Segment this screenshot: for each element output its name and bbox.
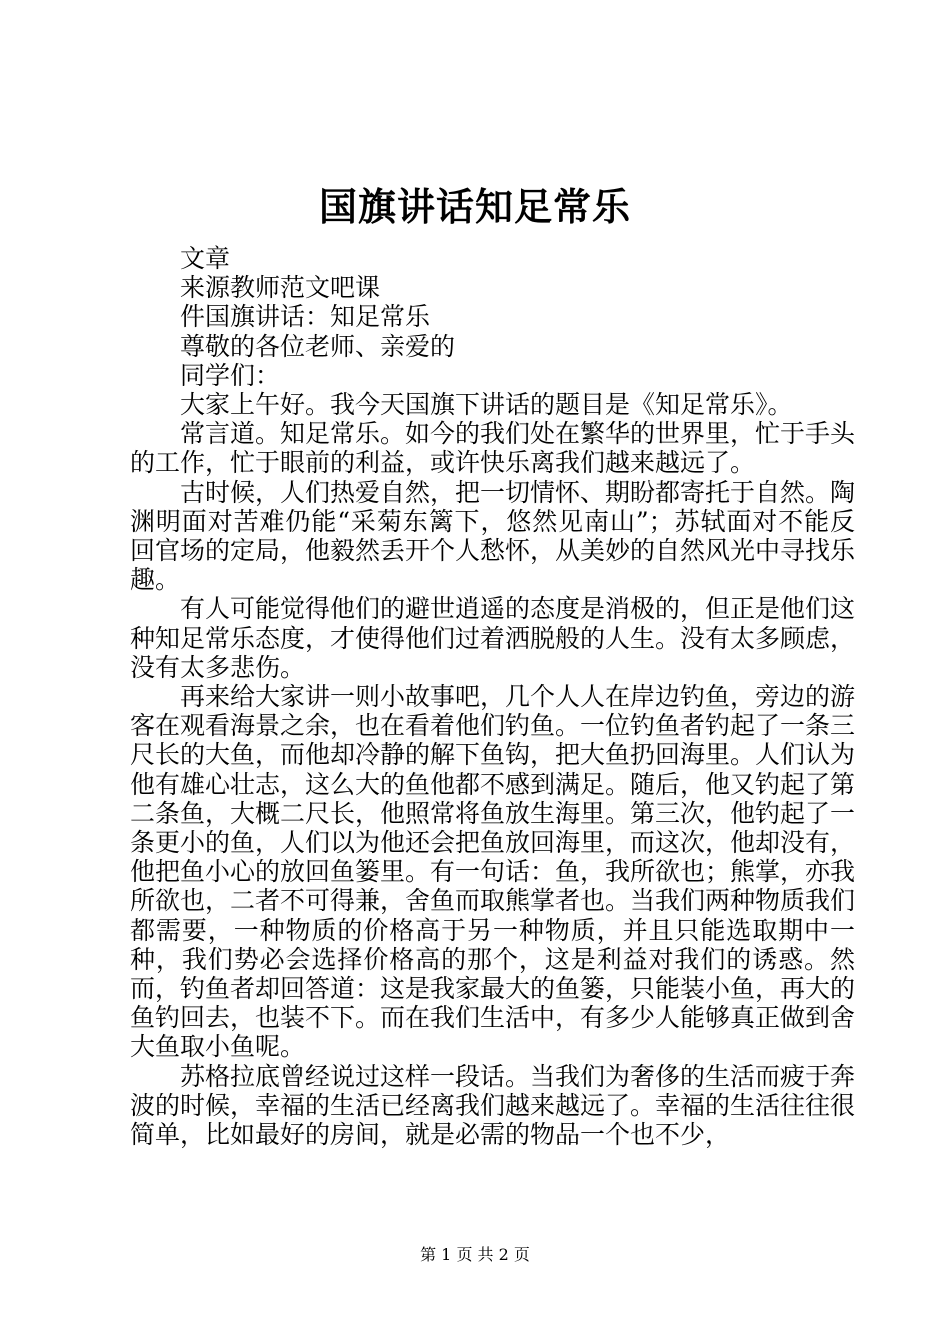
- document-body: [130, 244, 855, 1149]
- paragraph: 来源教师范文吧课: [180, 273, 381, 303]
- paragraph: 苏格拉底曾经说过这样一段话。当我们为奢侈的生活而疲于奔波的时候，幸福的生活已经离我们越来越远了。幸福的生活往往很简单，比如最好的房间，就是必需的物品一个也不少，: [130, 1061, 856, 1150]
- document-title: 国旗讲话知足常乐: [318, 184, 631, 229]
- paragraph: 件国旗讲话：知足常乐: [180, 302, 431, 332]
- paragraph: 尊敬的各位老师、亲爱的: [180, 331, 456, 361]
- paragraph: 常言道。知足常乐。如今的我们处在繁华的世界里，忙于手头的工作，忙于眼前的利益，或许快乐离我们越来越远了。: [130, 419, 856, 478]
- paragraph: 古时候，人们热爱自然，把一切情怀、期盼都寄托于自然。陶渊明面对苦难仍能“采菊东篱下，悠然见南山”；苏轼面对不能反回官场的定局，他毅然丢开个人愁怀，从美妙的自然风光中寻找乐趣。: [130, 477, 856, 595]
- page-footer: 第 1 页 共 2 页: [420, 1245, 530, 1264]
- paragraph: 文章: [180, 244, 231, 273]
- paragraph: 同学们：: [180, 360, 281, 390]
- paragraph: 有人可能觉得他们的避世逍遥的态度是消极的，但正是他们这种知足常乐态度，才使得他们过着洒脱般的人生。没有太多顾虑，没有太多悲伤。: [130, 594, 856, 682]
- paragraph: 再来给大家讲一则小故事吧，几个人人在岸边钓鱼，旁边的游客在观看海景之余，也在看着他们钓鱼。一位钓鱼者钓起了一条三尺长的大鱼，而他却冷静的解下鱼钩，把大鱼扔回海里。人们认为他有雄心壮志，这么大的鱼他都不感到满足。随后，他又钓起了第二条鱼，大概二尺长，他照常将鱼放生海里。第三次，他钓起了一条更小的鱼，人们以为他还会把鱼放回海里，而这次，他却没有，他把鱼小心的放回鱼篓里。有一句话：鱼，我所欲也；熊掌，亦我所欲也，二者不可得兼，舍鱼而取熊掌者也。当我们两种物质我们都需要，一种物质的价格高于另一种物质，并且只能选取期中一种，我们势必会选择价格高的那个，这是利益对我们的诱惑。然而，钓鱼者却回答道：这是我家最大的鱼篓，只能装小鱼，再大的鱼钓回去，也装不下。而在我们生活中，有多少人能够真正做到舍大鱼取小鱼呢。: [130, 682, 856, 1062]
- paragraph: 大家上午好。我今天国旗下讲话的题目是《知足常乐》。: [180, 390, 793, 420]
